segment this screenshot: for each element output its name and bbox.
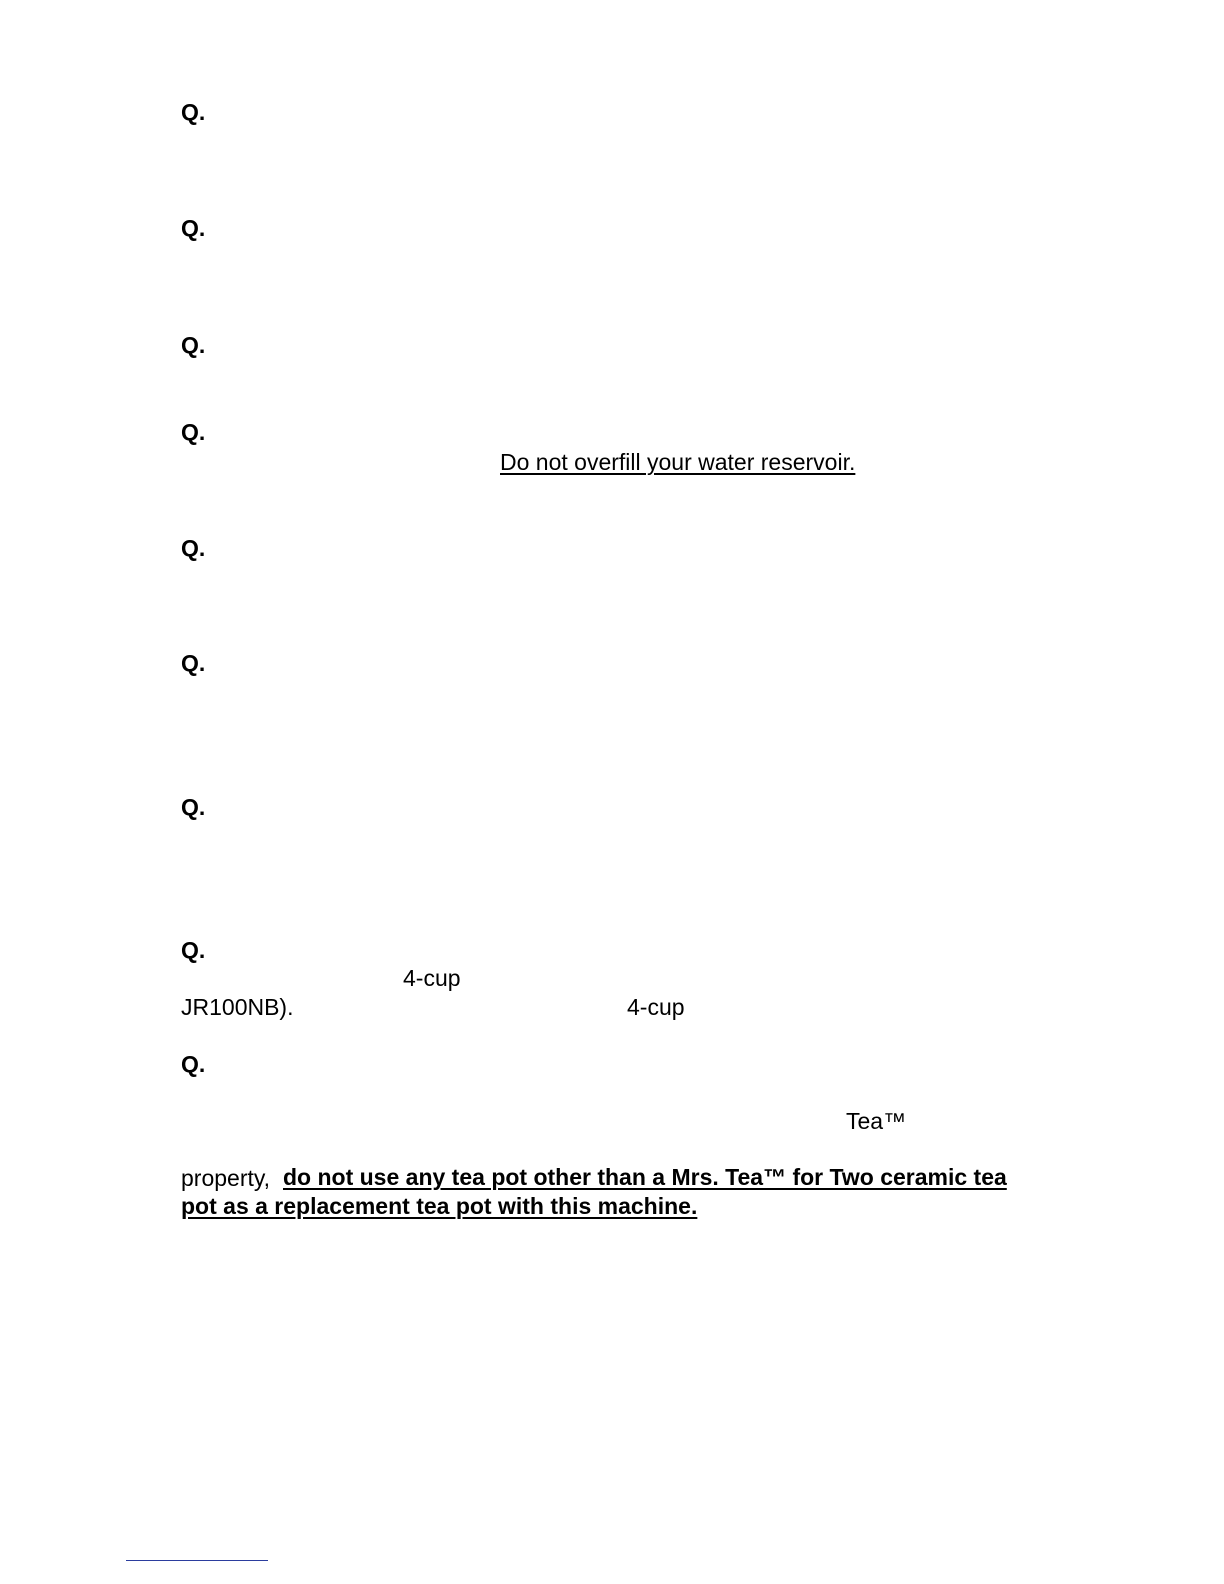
model-code-text: JR100NB). (181, 994, 294, 1020)
question-marker: Q. (181, 535, 206, 561)
question-marker: Q. (181, 650, 206, 676)
reservoir-warning: Do not overfill your water reservoir. (500, 449, 856, 475)
question-marker: Q. (181, 332, 206, 358)
footnote-rule (126, 1560, 268, 1561)
question-marker: Q. (181, 419, 206, 445)
question-marker: Q. (181, 1051, 206, 1077)
cup-size-text: 4-cup (627, 994, 685, 1020)
property-text: property, (181, 1165, 271, 1191)
question-marker: Q. (181, 937, 206, 963)
cup-size-text: 4-cup (403, 965, 461, 991)
question-marker: Q. (181, 794, 206, 820)
question-marker: Q. (181, 99, 206, 125)
question-marker: Q. (181, 215, 206, 241)
teapot-warning-line: pot as a replacement tea pot with this machine. (181, 1193, 698, 1219)
teapot-warning-line: do not use any tea pot other than a Mrs. Tea™ for Two ceramic tea (283, 1164, 1007, 1190)
trademark-text: Tea™ (846, 1108, 907, 1134)
